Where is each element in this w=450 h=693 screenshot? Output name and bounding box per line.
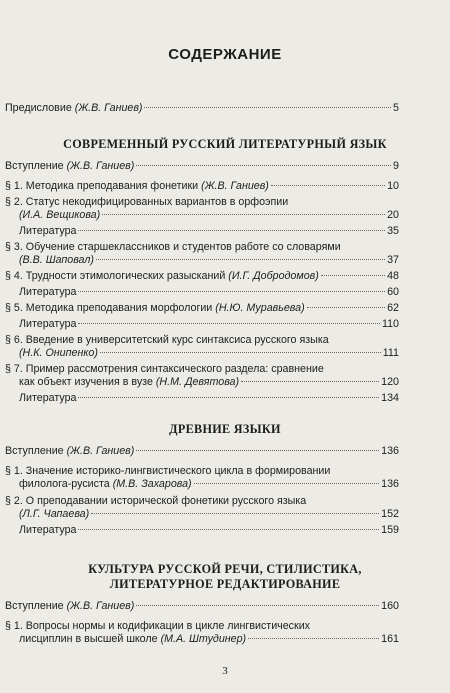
entry-text: Вступление xyxy=(5,160,64,172)
entry-text: Литература xyxy=(19,318,77,330)
toc-entry xyxy=(19,286,399,299)
toc-entry xyxy=(5,495,399,521)
entry-author: (И.Г. Добродомов) xyxy=(228,270,319,282)
dot-leader xyxy=(78,323,379,324)
section-heading-line: КУЛЬТУРА РУССКОЙ РЕЧИ, СТИЛИСТИКА, xyxy=(88,562,362,576)
dot-leader xyxy=(78,397,379,398)
entry-text: § 5. Методика преподавания морфологии xyxy=(5,302,213,314)
dot-leader xyxy=(91,513,379,514)
dot-leader xyxy=(78,291,385,292)
toc-entry xyxy=(19,524,399,537)
dot-leader xyxy=(136,165,391,166)
entry-author: (Ж.В. Ганиев) xyxy=(66,445,135,457)
entry-page: 62 xyxy=(387,302,399,314)
entry-text: § 2. Статус некодифицированных вариантов в орфоэпии xyxy=(5,196,289,208)
dot-leader xyxy=(248,638,379,639)
entry-page: 110 xyxy=(381,318,399,330)
toc-entry xyxy=(5,241,399,267)
entry-author: (Л.Г. Чапаева) xyxy=(19,508,90,520)
entry-author: (Ж.В. Ганиев) xyxy=(66,600,135,612)
entry-author: (Ж.В. Ганиев) xyxy=(201,180,269,192)
entry-page: 134 xyxy=(381,392,399,404)
entry-page: 9 xyxy=(393,160,399,172)
entry-text: § 6. Введение в университетский курс синтаксиса русского языка xyxy=(5,334,329,346)
entry-author: (И.А. Вещикова) xyxy=(19,209,101,221)
entry-author: (М.А. Штудинер) xyxy=(160,633,247,645)
toc-entry-preface xyxy=(5,102,399,115)
toc-entry xyxy=(5,334,399,360)
entry-text: § 4. Трудности этимологических разысканий xyxy=(5,270,226,282)
toc-entry xyxy=(5,160,399,173)
dot-leader xyxy=(241,381,379,382)
entry-page: 5 xyxy=(393,102,399,114)
page-number: 3 xyxy=(222,665,228,677)
dot-leader xyxy=(136,450,379,451)
entry-text: § 1. Вопросы нормы и кодификации в цикле лингвистических xyxy=(5,620,311,632)
entry-page: 159 xyxy=(381,524,399,536)
entry-text: Литература xyxy=(19,225,77,237)
toc-entry xyxy=(5,302,399,315)
entry-author: (М.В. Захарова) xyxy=(112,478,192,490)
entry-author: (В.В. Шаповал) xyxy=(19,254,94,266)
toc-entry xyxy=(19,225,399,238)
entry-page: 120 xyxy=(381,376,399,388)
toc-entry xyxy=(5,270,399,283)
entry-text: § 3. Обучение старшеклассников и студентов работе со словарями xyxy=(5,241,341,253)
contents-title: СОДЕРЖАНИЕ xyxy=(168,46,282,63)
dot-leader xyxy=(194,483,380,484)
entry-author: (Ж.В. Ганиев) xyxy=(74,102,143,114)
entry-page: 37 xyxy=(387,254,399,266)
entry-page: 20 xyxy=(387,209,399,221)
toc-entry xyxy=(5,465,399,491)
toc-entry xyxy=(5,363,399,389)
section-heading xyxy=(0,562,450,592)
entry-text: Литература xyxy=(19,392,77,404)
entry-text-cont: лисциплин в высшей школе xyxy=(19,633,158,645)
toc-entry xyxy=(5,196,399,222)
dot-leader xyxy=(78,230,385,231)
dot-leader xyxy=(136,605,379,606)
entry-author: (Ж.В. Ганиев) xyxy=(66,160,135,172)
dot-leader xyxy=(271,185,385,186)
entry-page: 111 xyxy=(382,347,399,359)
entry-text: Вступление xyxy=(5,445,64,457)
entry-page: 60 xyxy=(387,286,399,298)
entry-page: 136 xyxy=(381,445,399,457)
dot-leader xyxy=(78,529,379,530)
toc-entry xyxy=(5,620,399,646)
entry-page: 10 xyxy=(387,180,399,192)
entry-page: 161 xyxy=(381,633,399,645)
entry-text-cont: филолога-русиста xyxy=(19,478,110,490)
entry-text-cont: как объект изучения в вузе xyxy=(19,376,153,388)
dot-leader xyxy=(144,107,391,108)
entry-page: 35 xyxy=(387,225,399,237)
toc-entry xyxy=(5,445,399,458)
section-heading: СОВРЕМЕННЫЙ РУССКИЙ ЛИТЕРАТУРНЫЙ ЯЗЫК xyxy=(63,137,387,151)
toc-entry xyxy=(5,600,399,613)
entry-page: 136 xyxy=(381,478,399,490)
entry-text: § 1. Значение историко-лингвистического цикла в формировании xyxy=(5,465,331,477)
dot-leader xyxy=(321,275,385,276)
section-heading-line: ЛИТЕРАТУРНОЕ РЕДАКТИРОВАНИЕ xyxy=(109,577,341,591)
entry-page: 48 xyxy=(387,270,399,282)
entry-text: Литература xyxy=(19,524,77,536)
toc-entry xyxy=(19,318,399,331)
entry-text: Вступление xyxy=(5,600,64,612)
entry-page: 152 xyxy=(381,508,399,520)
section-heading: ДРЕВНИЕ ЯЗЫКИ xyxy=(169,422,281,436)
entry-author: (Н.Ю. Муравьева) xyxy=(215,302,305,314)
entry-text: § 7. Пример рассмотрения синтаксического раздела: сравнение xyxy=(5,363,324,375)
toc-entry xyxy=(19,392,399,405)
toc-entry xyxy=(5,180,399,193)
dot-leader xyxy=(96,259,385,260)
entry-author: (Н.М. Девятова) xyxy=(155,376,240,388)
entry-text: § 2. О преподавании исторической фонетики русского языка xyxy=(5,495,307,507)
entry-page: 160 xyxy=(381,600,399,612)
dot-leader xyxy=(307,307,385,308)
entry-text: Предисловие xyxy=(5,102,72,114)
entry-text: § 1. Методика преподавания фонетики xyxy=(5,180,199,192)
entry-author: (Н.К. Онипенко) xyxy=(19,347,98,359)
dot-leader xyxy=(100,352,381,353)
entry-text: Литература xyxy=(19,286,77,298)
dot-leader xyxy=(102,214,385,215)
